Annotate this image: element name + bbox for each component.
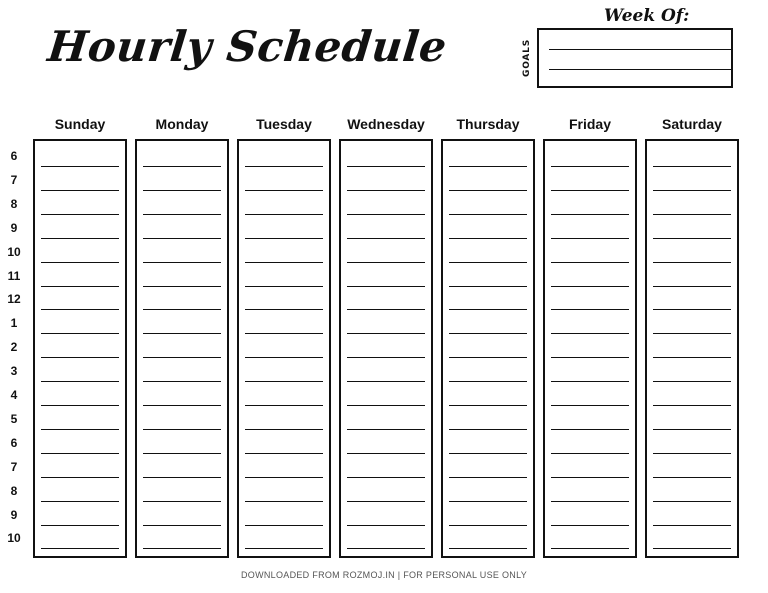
hour-entry-line[interactable]	[41, 166, 119, 167]
hour-entry-line[interactable]	[653, 190, 731, 191]
hour-entry-line[interactable]	[347, 357, 425, 358]
goals-line[interactable]	[549, 49, 733, 50]
hour-entry-line[interactable]	[41, 405, 119, 406]
hour-entry-line[interactable]	[449, 405, 527, 406]
day-header-tuesday: Tuesday	[256, 116, 312, 132]
hour-label: 3	[10, 364, 18, 379]
hour-entry-line[interactable]	[41, 190, 119, 191]
hour-label: 1	[10, 316, 18, 331]
day-column-friday	[543, 139, 637, 558]
hour-entry-line[interactable]	[347, 381, 425, 382]
goals-label: GOALS	[522, 39, 532, 77]
week-of-label: Week Of:	[604, 6, 690, 26]
hour-entry-line[interactable]	[551, 357, 629, 358]
hour-entry-line[interactable]	[653, 238, 731, 239]
day-column-thursday	[441, 139, 535, 558]
hour-entry-line[interactable]	[41, 525, 119, 526]
hour-entry-line[interactable]	[449, 309, 527, 310]
hour-label: 9	[10, 220, 18, 235]
hour-entry-line[interactable]	[245, 357, 323, 358]
day-header-wednesday: Wednesday	[347, 116, 425, 132]
hour-entry-line[interactable]	[41, 238, 119, 239]
hour-entry-line[interactable]	[551, 190, 629, 191]
hour-entry-line[interactable]	[41, 501, 119, 502]
hour-label: 6	[10, 149, 18, 163]
hour-entry-line[interactable]	[347, 429, 425, 430]
goals-box	[537, 28, 733, 88]
hour-entry-line[interactable]	[551, 286, 629, 287]
hour-entry-line[interactable]	[551, 214, 629, 215]
hour-entry-line[interactable]	[653, 214, 731, 215]
hour-entry-line[interactable]	[41, 286, 119, 287]
hour-entry-line[interactable]	[551, 453, 629, 454]
hour-entry-line[interactable]	[551, 548, 629, 549]
hour-entry-line[interactable]	[551, 262, 629, 263]
hour-entry-line[interactable]	[347, 405, 425, 406]
hour-entry-line[interactable]	[347, 286, 425, 287]
hour-entry-line[interactable]	[347, 309, 425, 310]
hour-entry-line[interactable]	[245, 238, 323, 239]
hour-entry-line[interactable]	[41, 429, 119, 430]
hour-entry-line[interactable]	[143, 525, 221, 526]
day-column-tuesday	[237, 139, 331, 558]
hour-label: 7	[10, 172, 18, 187]
hour-entry-line[interactable]	[143, 357, 221, 358]
hour-entry-line[interactable]	[551, 429, 629, 430]
day-column-wednesday	[339, 139, 433, 558]
hour-entry-line[interactable]	[41, 548, 119, 549]
hour-entry-line[interactable]	[245, 190, 323, 191]
hour-entry-line[interactable]	[245, 214, 323, 215]
hour-entry-line[interactable]	[347, 214, 425, 215]
hour-entry-line[interactable]	[245, 453, 323, 454]
hour-entry-line[interactable]	[245, 286, 323, 287]
hour-entry-line[interactable]	[653, 501, 731, 502]
hour-entry-line[interactable]	[41, 453, 119, 454]
hour-entry-line[interactable]	[551, 381, 629, 382]
hour-entry-line[interactable]	[551, 238, 629, 239]
hour-entry-line[interactable]	[245, 262, 323, 263]
hour-entry-line[interactable]	[551, 333, 629, 334]
hour-label: 8	[10, 483, 18, 498]
hour-entry-line[interactable]	[653, 548, 731, 549]
hour-label: 2	[10, 340, 18, 355]
hour-entry-line[interactable]	[347, 501, 425, 502]
hour-entry-line[interactable]	[143, 286, 221, 287]
hour-entry-line[interactable]	[347, 190, 425, 191]
hour-entry-line[interactable]	[245, 477, 323, 478]
hour-entry-line[interactable]	[245, 525, 323, 526]
hour-entry-line[interactable]	[551, 309, 629, 310]
hour-entry-line[interactable]	[143, 405, 221, 406]
hour-label: 9	[10, 507, 18, 522]
hour-entry-line[interactable]	[143, 262, 221, 263]
day-column-monday	[135, 139, 229, 558]
hour-entry-line[interactable]	[347, 238, 425, 239]
hour-entry-line[interactable]	[653, 333, 731, 334]
hour-entry-line[interactable]	[41, 214, 119, 215]
hour-entry-line[interactable]	[449, 453, 527, 454]
hour-label: 11	[7, 268, 21, 283]
hour-entry-line[interactable]	[653, 309, 731, 310]
goals-line[interactable]	[549, 69, 733, 70]
hour-entry-line[interactable]	[245, 429, 323, 430]
hour-entry-line[interactable]	[551, 477, 629, 478]
page-title: Hourly Schedule	[45, 22, 450, 71]
hour-entry-line[interactable]	[245, 405, 323, 406]
hour-entry-line[interactable]	[347, 525, 425, 526]
hour-entry-line[interactable]	[449, 262, 527, 263]
hour-entry-line[interactable]	[245, 381, 323, 382]
hour-entry-line[interactable]	[245, 548, 323, 549]
hour-label: 10	[7, 244, 21, 259]
hour-entry-line[interactable]	[653, 405, 731, 406]
hour-label: 5	[10, 411, 18, 426]
day-header-thursday: Thursday	[456, 116, 520, 132]
hour-label: 10	[7, 531, 21, 546]
hour-entry-line[interactable]	[143, 453, 221, 454]
day-header-friday: Friday	[568, 116, 611, 132]
hour-entry-line[interactable]	[143, 214, 221, 215]
hour-entry-line[interactable]	[653, 286, 731, 287]
hour-label: 6	[10, 435, 18, 450]
day-header-sunday: Sunday	[54, 116, 106, 132]
hour-entry-line[interactable]	[551, 166, 629, 167]
hour-entry-line[interactable]	[347, 333, 425, 334]
hour-entry-line[interactable]	[143, 333, 221, 334]
hour-entry-line[interactable]	[347, 166, 425, 167]
day-column-sunday	[33, 139, 127, 558]
hour-entry-line[interactable]	[347, 262, 425, 263]
hour-label: 8	[10, 196, 18, 211]
hour-entry-line[interactable]	[449, 166, 527, 167]
hour-entry-line[interactable]	[449, 190, 527, 191]
hour-entry-line[interactable]	[653, 429, 731, 430]
hour-entry-line[interactable]	[245, 166, 323, 167]
hour-entry-line[interactable]	[449, 477, 527, 478]
hour-entry-line[interactable]	[653, 357, 731, 358]
hour-entry-line[interactable]	[653, 381, 731, 382]
hour-entry-line[interactable]	[449, 429, 527, 430]
hour-entry-line[interactable]	[143, 190, 221, 191]
day-header-saturday: Saturday	[662, 116, 722, 132]
hour-entry-line[interactable]	[347, 548, 425, 549]
hour-entry-line[interactable]	[653, 477, 731, 478]
hour-entry-line[interactable]	[143, 548, 221, 549]
hour-entry-line[interactable]	[245, 501, 323, 502]
hour-entry-line[interactable]	[449, 501, 527, 502]
hour-entry-line[interactable]	[41, 477, 119, 478]
hour-entry-line[interactable]	[143, 429, 221, 430]
hour-entry-line[interactable]	[653, 262, 731, 263]
hour-entry-line[interactable]	[41, 333, 119, 334]
hour-entry-line[interactable]	[41, 357, 119, 358]
hour-entry-line[interactable]	[449, 381, 527, 382]
hour-entry-line[interactable]	[449, 525, 527, 526]
hour-entry-line[interactable]	[143, 238, 221, 239]
hour-entry-line[interactable]	[347, 477, 425, 478]
hour-label: 12	[7, 292, 21, 307]
hour-entry-line[interactable]	[143, 166, 221, 167]
hour-entry-line[interactable]	[143, 501, 221, 502]
hour-label: 4	[10, 388, 18, 402]
hour-entry-line[interactable]	[551, 501, 629, 502]
hour-entry-line[interactable]	[449, 333, 527, 334]
hour-entry-line[interactable]	[347, 453, 425, 454]
hour-entry-line[interactable]	[449, 238, 527, 239]
day-header-monday: Monday	[155, 116, 209, 132]
hour-entry-line[interactable]	[449, 214, 527, 215]
hour-entry-line[interactable]	[143, 309, 221, 310]
hour-entry-line[interactable]	[41, 381, 119, 382]
hour-entry-line[interactable]	[245, 309, 323, 310]
hour-entry-line[interactable]	[653, 525, 731, 526]
hour-entry-line[interactable]	[41, 309, 119, 310]
hour-entry-line[interactable]	[143, 381, 221, 382]
hour-entry-line[interactable]	[41, 262, 119, 263]
hour-entry-line[interactable]	[449, 286, 527, 287]
hour-entry-line[interactable]	[143, 477, 221, 478]
hour-entry-line[interactable]	[245, 333, 323, 334]
footer-note: DOWNLOADED FROM ROZMOJ.IN | FOR PERSONAL USE ONLY	[240, 570, 528, 580]
day-column-saturday	[645, 139, 739, 558]
hour-entry-line[interactable]	[449, 357, 527, 358]
hour-entry-line[interactable]	[551, 525, 629, 526]
hour-entry-line[interactable]	[449, 548, 527, 549]
hour-label: 7	[10, 459, 18, 474]
hour-entry-line[interactable]	[551, 405, 629, 406]
hour-entry-line[interactable]	[653, 453, 731, 454]
hour-entry-line[interactable]	[653, 166, 731, 167]
